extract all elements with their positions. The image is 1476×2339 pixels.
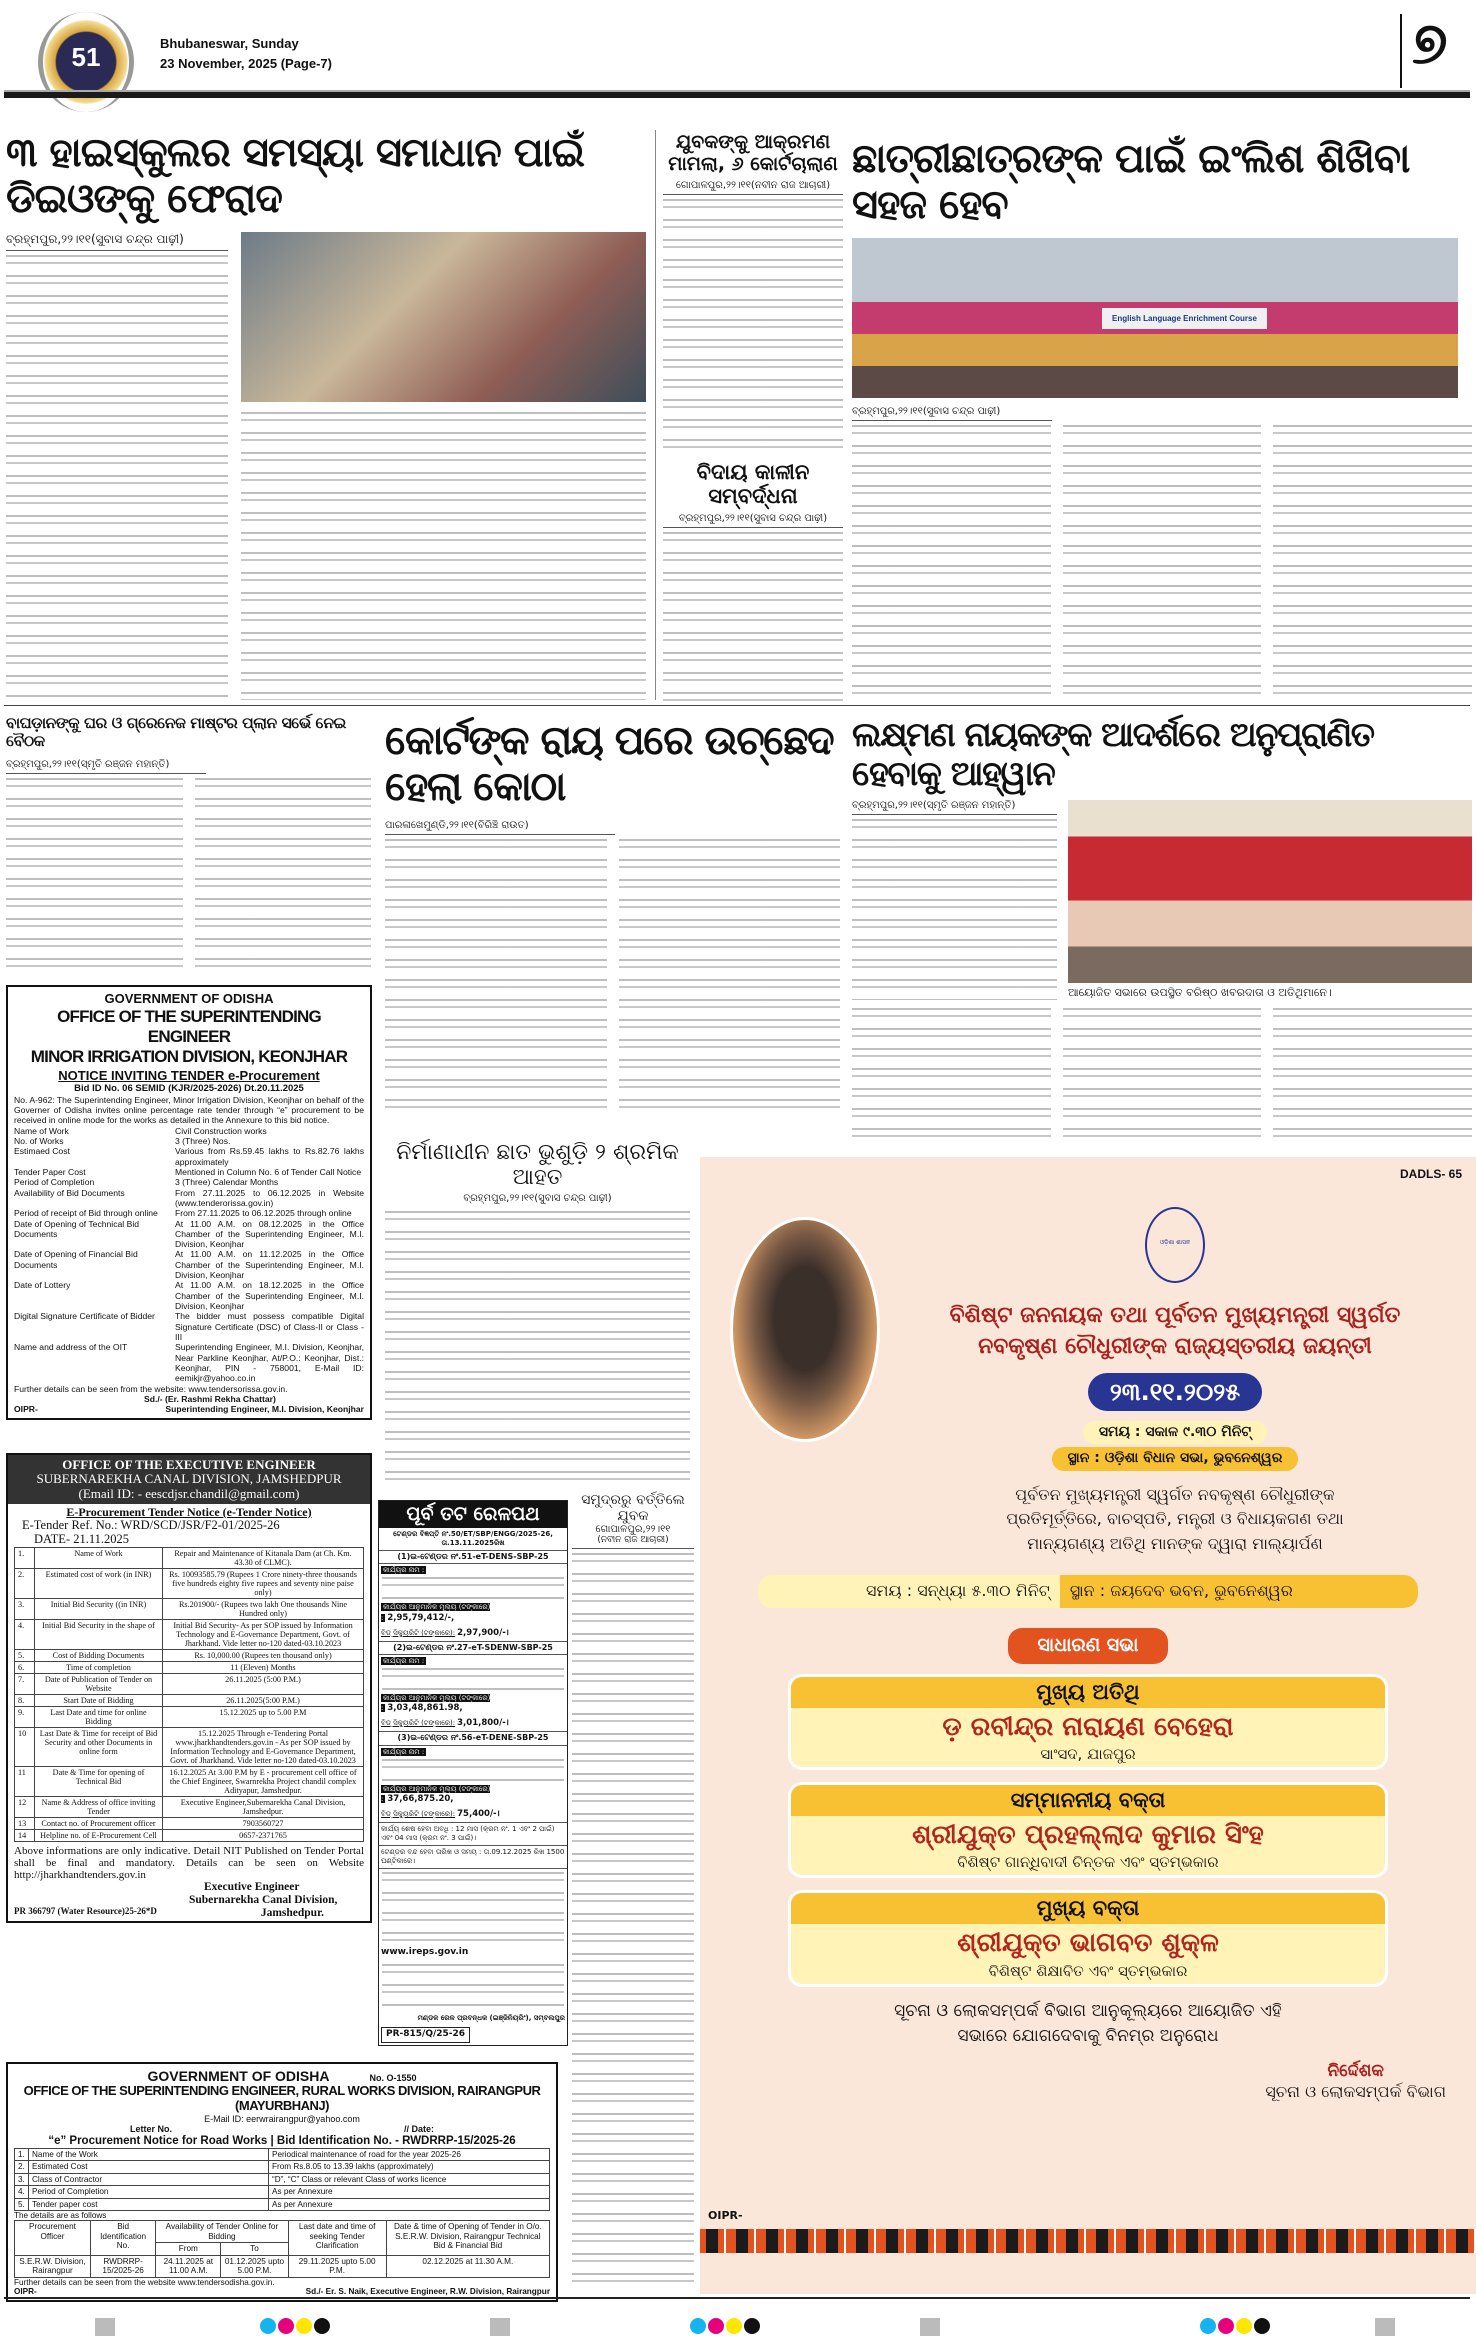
tender-row bbox=[14, 1177, 364, 1187]
tender-row bbox=[14, 1311, 364, 1342]
railway-emd-value: 3,01,800/-। bbox=[457, 1718, 509, 1729]
railway-cost bbox=[379, 1783, 567, 1807]
tender-title: E-Procurement Tender Notice (e-Tender Notice) bbox=[66, 1504, 312, 1519]
row-number: 10 bbox=[15, 1727, 35, 1766]
tender-field: Digital Signature Certificate of Bidder bbox=[14, 1311, 155, 1322]
tender-row bbox=[14, 1146, 364, 1167]
tender-field: Period of receipt of Bid through online bbox=[14, 1208, 158, 1219]
article-body bbox=[852, 425, 1472, 701]
tender-row bbox=[14, 1188, 364, 1209]
guest-box bbox=[788, 1674, 1388, 1770]
tender-ref: E-Tender Ref. No.: WRD/SCD/JSR/F2-01/2025-26 bbox=[22, 1518, 280, 1533]
railway-period: କାର୍ଯ୍ୟ ଶେଷ ହେବା ଅବଧି : 12 ମାସ (କ୍ରମ ନଂ. 1 ଏବଂ 2 ପାଇଁ) ଏବଂ 04 ମାସ (କ୍ରମ ନଂ. 3 ପାଇଁ)। bbox=[379, 1823, 567, 1846]
ad-signer: ନିର୍ଦ୍ଦେଶକ bbox=[1327, 2060, 1384, 2081]
tender-value: Rs. 10,000.00 (Rupees ten thousand only) bbox=[163, 1649, 364, 1661]
tender-value: “D”, “C” Class or relevant Class of works licence bbox=[269, 2173, 550, 2185]
article-english-learning bbox=[852, 136, 1472, 701]
tender-table bbox=[14, 2148, 550, 2211]
byline: ବ୍ରହ୍ମପୁର,୨୨।୧୧(ସୁବାସ ଚନ୍ଦ୍ର ପାଢ଼ୀ) bbox=[6, 232, 228, 251]
railway-notice-no: ଟେଣ୍ଡର ବିଜ୍ଞପ୍ତି ନଂ.50/ET/SBP/ENGG/2025-26, ତା.13.11.2025ରିଖ bbox=[379, 1528, 567, 1551]
article-body bbox=[852, 819, 1057, 1000]
table-cell: 24.11.2025 at 11.00 A.M. bbox=[156, 2255, 221, 2277]
morning-venue: ସ୍ଥାନ : ଓଡ଼ିଶା ବିଧାନ ସଭା, ଭୁବନେଶ୍ୱର bbox=[1052, 1447, 1299, 1471]
headline: ଲକ୍ଷ୍ମଣ ନାୟକଙ୍କ ଆଦର୍ଶରେ ଅନୁପ୍ରାଣିତ ହେବାକୁ ଆହ୍ୱାନ bbox=[852, 715, 1374, 795]
tender-office: MINOR IRRIGATION DIVISION, KEONJHAR bbox=[30, 1047, 348, 1067]
tender-value: 15.12.2025 Through e-Tendering Portal www.jharkhandtenders.gov.in - As per SOP issued by Information Technology and E-Governance Department, Govt. of Jharkhand. Vide letter no-120 dated-03.10.2023 bbox=[163, 1727, 364, 1766]
railway-cost-value: 2,95,79,412/-, bbox=[387, 1612, 455, 1623]
row-number: 13 bbox=[15, 1817, 35, 1829]
railway-work-label: କାର୍ଯ୍ୟର ନାମ : bbox=[383, 1747, 425, 1756]
table-row bbox=[15, 2186, 550, 2198]
registration-marks bbox=[0, 2318, 1476, 2338]
tender-field: Helpline no. of E-Procurement Cell bbox=[35, 1830, 163, 1842]
tender-notice-jamshedpur bbox=[6, 1453, 372, 1923]
railway-tender-no: (1)ଇ-ଟେଣ୍ଡର ନଂ.51-eT-DENS-SBP-25 bbox=[379, 1551, 567, 1564]
railway-work-label: କାର୍ଯ୍ୟର ନାମ : bbox=[383, 1566, 425, 1575]
railway-item bbox=[379, 1642, 567, 1733]
tender-field: Estimated cost of work (in INR) bbox=[35, 1568, 163, 1598]
photo-meeting bbox=[1068, 800, 1472, 983]
headline: କୋର୍ଟଙ୍କ ରାୟ ପରେ ଉଚ୍ଛେଦ ହେଲା କୋଠା bbox=[385, 718, 834, 810]
railway-emd-label: ବିଡ୍ ସିକ୍ୟୁରିଟି (ଟଙ୍କାରେ): bbox=[381, 1719, 456, 1728]
railway-signatory: ମଣ୍ଡଳ ରେଳ ପ୍ରବନ୍ଧକ (ଇଞ୍ଜିନିୟରିଂ), ସମ୍ବଲପୁର bbox=[417, 2014, 565, 2023]
tender-field: Class of Contractor bbox=[29, 2173, 269, 2185]
row-number: 5. bbox=[15, 1649, 35, 1661]
tender-value: Various from Rs.59.45 lakhs to Rs.82.76 lakhs approximately bbox=[175, 1146, 364, 1167]
tender-gov: GOVERNMENT OF ODISHA bbox=[147, 2068, 330, 2084]
tender-value: Mentioned in Column No. 6 of Tender Call Notice bbox=[175, 1166, 362, 1177]
article-deo-complaint bbox=[6, 130, 646, 700]
row-number: 1. bbox=[15, 1547, 35, 1568]
column-header: Availability of Tender Online for Bidding bbox=[156, 2221, 288, 2243]
odisha-emblem-icon: ଓଡ଼ିଶା ଶାସନ bbox=[1145, 1207, 1205, 1283]
tender-bid-id: Bid ID No. 06 SEMID (KJR/2025-2026) Dt.20.11.2025 bbox=[74, 1083, 304, 1095]
article-body bbox=[385, 1211, 690, 1490]
tender-value: As per Annexure bbox=[269, 2186, 550, 2198]
tender-row bbox=[14, 1126, 364, 1136]
tender-field: Name of Work bbox=[14, 1125, 69, 1136]
letter-no: Letter No. bbox=[129, 2124, 172, 2135]
letter-date: // Date: bbox=[403, 2124, 434, 2135]
row-number: 8. bbox=[15, 1694, 35, 1706]
table-row bbox=[15, 2198, 550, 2210]
byline: ଗୋପାଳପୁର,୨୨।୧୧ bbox=[595, 1524, 671, 1536]
event-date: ୨୩.୧୧.୨୦୨୫ bbox=[1088, 1373, 1262, 1411]
byline: ପାରଳାଖେମୁଣ୍ଡି,୨୨।୧୧(ବିରିଞ୍ଚି ରାଉତ) bbox=[385, 820, 615, 835]
tender-value: 3 (Three) Calendar Months bbox=[175, 1177, 279, 1188]
tender-field: Initial Bid Security in the shape of bbox=[35, 1619, 163, 1649]
row-number: 12 bbox=[15, 1796, 35, 1817]
byline: ଗୋପାଳପୁର,୨୨।୧୧(ନବୀନ ରାଜ ଆଚାରୀ) bbox=[663, 180, 843, 195]
tender-value: From 27.11.2025 to 06.12.2025 in Website (www.tenderorissa.gov.in) bbox=[175, 1187, 364, 1208]
railway-work-desc bbox=[382, 1577, 564, 1601]
tender-value: From Rs.8.05 to 13.39 lakhs (approximately) bbox=[269, 2161, 550, 2173]
tender-value: Superintending Engineer, M.I. Division, Keonjhar, Near Parkline Keonjhar, At/P.O.: Keonjhar, Dist.: Keonjhar, PIN - 758001, E-Mail ID: eemikjr@yahoo.co.in bbox=[175, 1342, 364, 1384]
article-master-plan-meeting bbox=[6, 715, 371, 977]
tender-gov: GOVERNMENT OF ODISHA bbox=[104, 991, 274, 1006]
byline: ବ୍ରହ୍ମପୁର,୨୨।୧୧(ସୁବାସ ଚନ୍ଦ୍ର ପାଢ଼ୀ) bbox=[663, 513, 843, 528]
table-cell: RWDRRP-15/2025-26 bbox=[90, 2255, 155, 2277]
tender-field: Availability of Bid Documents bbox=[14, 1187, 125, 1198]
table-row bbox=[15, 1706, 364, 1727]
railway-tender-no: (3)ଇ-ଟେଣ୍ଡର ନଂ.56-eT-DENE-SBP-25 bbox=[379, 1732, 567, 1745]
table-row bbox=[15, 2173, 550, 2185]
portrait-nabakrushna-choudhury bbox=[730, 1217, 880, 1442]
railway-emd bbox=[379, 1807, 567, 1822]
tender-row bbox=[14, 1219, 364, 1250]
tender-notice-keonjhar bbox=[6, 985, 372, 1420]
railway-cost bbox=[379, 1692, 567, 1716]
tender-footer: Above informations are only indicative. Detail NIT Published on Tender Portal shall be final and mandatory. Details can be seen on Website http://jharkhandtenders.gov.in bbox=[14, 1845, 364, 1882]
tender-field: Estimated Cost bbox=[29, 2161, 269, 2173]
photo-english-course bbox=[852, 238, 1458, 398]
evening-venue: ସ୍ଥାନ : ଜୟଦେବ ଭବନ, ଭୁବନେଶ୍ୱର bbox=[1060, 1575, 1418, 1608]
photo-caption: ଆୟୋଜିତ ସଭାରେ ଉପସ୍ଥିତ ବରିଷ୍ଠ ଖବରଦାତା ଓ ଅତିଥିମାନେ। bbox=[1068, 986, 1332, 1000]
tender-value: 26.11.2025 (5:00 P.M.) bbox=[163, 1673, 364, 1694]
guest-name: ଡ଼ ରବୀନ୍ଦ୍ର ନାରାୟଣ ବେହେରା bbox=[942, 1711, 1234, 1742]
tender-field: Date of Publication of Tender on Website bbox=[35, 1673, 163, 1694]
tender-value: Repair and Maintenance of Kitanala Dam (at Ch. Km. 43.30 of CLMC). bbox=[163, 1547, 364, 1568]
railway-work-desc bbox=[382, 1759, 564, 1783]
tender-title: NOTICE INVITING TENDER e-Procurement bbox=[58, 1067, 320, 1083]
tender-row bbox=[14, 1342, 364, 1383]
tender-title: “e” Procurement Notice for Road Works | Bid Identification No. - RWDRRP-15/2025-26 bbox=[48, 2134, 516, 2147]
article-roof-collapse bbox=[385, 1140, 690, 1490]
railway-cost-value: 3,03,48,861.98, bbox=[387, 1703, 463, 1714]
tender-field: Name of the Work bbox=[29, 2148, 269, 2160]
pr-code: PR 366797 (Water Resource)25-26*D bbox=[14, 1905, 157, 1916]
tender-value: 11 (Eleven) Months bbox=[163, 1661, 364, 1673]
table-row bbox=[15, 1673, 364, 1694]
guest-role: ସମ୍ମାନନୀୟ ବକ୍ତା bbox=[791, 1785, 1385, 1816]
ad-code: DADLS- 65 bbox=[1399, 1167, 1462, 1181]
tender-value: 26.11.2025(5:00 P.M.) bbox=[163, 1694, 364, 1706]
tender-signatory: Sd./- (Er. Rashmi Rekha Chattar) bbox=[144, 1393, 276, 1404]
railway-work-label: କାର୍ଯ୍ୟର ନାମ : bbox=[383, 1657, 425, 1666]
headline: ନିର୍ମାଣାଧୀନ ଛାତ ଭୁଶୁଡ଼ି ୨ ଶ୍ରମିକ ଆହତ bbox=[396, 1140, 679, 1191]
tender-value: As per Annexure bbox=[269, 2198, 550, 2210]
guest-role: ମୁଖ୍ୟ ଅତିଥି bbox=[791, 1677, 1385, 1708]
row-number: 9. bbox=[15, 1706, 35, 1727]
article-body bbox=[663, 199, 843, 455]
headline: ୩ ହାଇସ୍କୁଲର ସମସ୍ୟା ସମାଧାନ ପାଇଁ ଡିଇଓଙ୍କୁ ଫେରାଦ bbox=[6, 130, 585, 222]
ad-paragraph: ପୂର୍ବତନ ମୁଖ୍ୟମନ୍ତ୍ରୀ ସ୍ୱର୍ଗତ ନବକୃଷ୍ଣ ଚୌଧୁରୀଙ୍କ bbox=[1015, 1484, 1335, 1504]
railway-website[interactable]: www.ireps.gov.in bbox=[381, 1947, 469, 1958]
header-city-day: Bhubaneswar, Sunday bbox=[160, 36, 299, 51]
table-cell: S.E.R.W. Division, Rairangpur bbox=[15, 2255, 91, 2277]
railway-emd-label: ବିଡ୍ ସିକ୍ୟୁରିଟି (ଟଙ୍କାରେ): bbox=[381, 1628, 456, 1637]
ad-department: ସୂଚନା ଓ ଲୋକସମ୍ପର୍କ ବିଭାଗ bbox=[1265, 2081, 1446, 2101]
tender-office: SUBERNAREKHA CANAL DIVISION, JAMSHEDPUR bbox=[36, 1471, 342, 1487]
article-court-demolition bbox=[385, 718, 840, 1118]
tender-value: At 11.00 A.M. on 11.12.2025 in the Office Chamber of the Superintending Engineer, M.I. Division, Keonjhar bbox=[175, 1249, 364, 1281]
column-header: Procurement Officer bbox=[15, 2221, 91, 2255]
tender-value: Initial Bid Security- As per SOP issued by Information Technology and E-Governance Department, Govt. of Jharkhand. Vide letter no-120 dated-03.10.2023 bbox=[163, 1619, 364, 1649]
tender-field: Start Date of Bidding bbox=[35, 1694, 163, 1706]
table-cell: 02.12.2025 at 11.30 A.M. bbox=[386, 2255, 549, 2277]
guest-designation: ସାଂସଦ, ଯାଜପୁର bbox=[1040, 1744, 1136, 1763]
railway-cost bbox=[379, 1601, 567, 1625]
vrule bbox=[655, 130, 656, 700]
table-row bbox=[15, 1568, 364, 1598]
tender-field: Name & Address of office inviting Tender bbox=[35, 1796, 163, 1817]
article-body bbox=[241, 412, 646, 700]
row-number: 4. bbox=[15, 1619, 35, 1649]
tender-field: Period of Completion bbox=[29, 2186, 269, 2198]
page-number: ୭ bbox=[1412, 9, 1448, 77]
tender-field: Last Date & Time for receipt of Bid Security and other Documents in online form bbox=[35, 1727, 163, 1766]
tender-row bbox=[14, 1208, 364, 1218]
tender-no: No. O-1550 bbox=[369, 2073, 417, 2083]
tender-value: Periodical maintenance of road for the year 2025-26 bbox=[269, 2148, 550, 2160]
headline: ମାମଲା, ୬ କୋର୍ଟଚାଲାଣ bbox=[668, 152, 838, 175]
row-number: 11 bbox=[15, 1766, 35, 1796]
table-cell: 29.11.2025 upto 5.00 P.M. bbox=[288, 2255, 386, 2277]
railway-work-desc bbox=[382, 1668, 564, 1692]
column-header: From bbox=[156, 2243, 221, 2255]
railway-cost-label: କାର୍ଯ୍ୟର ଆନୁମାନିକ ମୂଲ୍ୟ (ଟଙ୍କାରେ) : bbox=[381, 1784, 491, 1803]
tender-field: Last Date and time for online Bidding bbox=[35, 1706, 163, 1727]
table-header-row bbox=[15, 2221, 550, 2243]
photo-banner: English Language Enrichment Course bbox=[1102, 308, 1267, 329]
tender-value: Rs.201900/- (Rupees two lakh One thousands Nine Hundred only) bbox=[163, 1598, 364, 1619]
row-number: 2. bbox=[15, 2161, 29, 2173]
row-number: 4. bbox=[15, 2186, 29, 2198]
tender-row bbox=[14, 1249, 364, 1280]
headline: ଛାତ୍ରୀଛାତ୍ରଙ୍କ ପାଇଁ ଇଂଲିଶ ଶିଖିବା ସହଜ ହେବ bbox=[852, 136, 1410, 228]
ad-paragraph: ମାନ୍ୟଗଣ୍ୟ ଅତିଥି ମାନଙ୍କ ଦ୍ୱାରା ମାଲ୍ୟାର୍ପଣ bbox=[1027, 1534, 1323, 1554]
tender-row bbox=[14, 1167, 364, 1177]
tender-field: Name of Work bbox=[35, 1547, 163, 1568]
tender-field: Period of Completion bbox=[14, 1177, 95, 1188]
table-row bbox=[15, 2255, 550, 2277]
table-row bbox=[15, 2148, 550, 2160]
tender-signatory: Jamshedpur. bbox=[260, 1906, 324, 1919]
tender-value: Civil Construction works bbox=[175, 1125, 267, 1136]
ad-title: ବିଶିଷ୍ଟ ଜନନାୟକ ତଥା ପୂର୍ବତନ ମୁଖ୍ୟମନ୍ତ୍ରୀ ସ୍ୱର୍ଗତ bbox=[949, 1303, 1401, 1328]
row-number: 6. bbox=[15, 1661, 35, 1673]
guest-box bbox=[788, 1782, 1388, 1878]
railway-closing: ଟେଣ୍ଡର ବନ୍ଦ ହେବା ତାରିଖ ଓ ସମୟ : ତା.09.12.2025 ରିଖ 1500 ଘଣ୍ଟିକାରେ। bbox=[379, 1846, 567, 1869]
tender-office: OFFICE OF THE SUPERINTENDING ENGINEER, RURAL WORKS DIVISION, RAIRANGPUR (MAYURBHANJ) bbox=[23, 2083, 541, 2114]
tender-office: OFFICE OF THE EXECUTIVE ENGINEER bbox=[62, 1457, 316, 1472]
subheadline: ବିଦାୟ କାଳୀନ ସମ୍ବର୍ଦ୍ଧନା bbox=[696, 460, 810, 509]
railway-note bbox=[382, 1964, 564, 2009]
tender-value: 0657-2371765 bbox=[163, 1830, 364, 1842]
tender-further: Further details can be seen from the website www.tendersodisha.gov.in. bbox=[14, 2277, 275, 2287]
tender-field: Initial Bid Security ((in INR) bbox=[35, 1598, 163, 1619]
railway-item bbox=[379, 1732, 567, 1823]
tender-signatory: Sd./- Er. S. Naik, Executive Engineer, R.W. Division, Rairangpur bbox=[305, 2286, 550, 2296]
railway-cost-value: 37,66,875.20, bbox=[387, 1793, 454, 1804]
tender-date: DATE- 21.11.2025 bbox=[34, 1531, 130, 1546]
tender-field: Contact no. of Procurement officer bbox=[35, 1817, 163, 1829]
tender-signatory: Subernarekha Canal Division, bbox=[189, 1893, 338, 1906]
article-laxman-nayak bbox=[852, 716, 1472, 1146]
byline: (ନବୀନ ରାଜ ଆଚାରୀ) bbox=[572, 1535, 694, 1549]
railway-item bbox=[379, 1551, 567, 1642]
tender-details-label: The details are as follows bbox=[14, 2210, 107, 2220]
photo-memorandum bbox=[241, 232, 646, 402]
oipr-code: OIPR- bbox=[708, 2209, 743, 2222]
row-number: 14 bbox=[15, 1830, 35, 1842]
general-meeting-label: ସାଧାରଣ ସଭା bbox=[1008, 1628, 1169, 1664]
morning-time: ସମୟ : ସକାଳ ୯.୩୦ ମିନିଟ୍ bbox=[1083, 1421, 1267, 1445]
header-rule bbox=[4, 90, 1470, 98]
railway-tender-ad bbox=[378, 1500, 568, 2046]
railway-emd-value: 2,97,900/-। bbox=[457, 1627, 509, 1638]
table-row bbox=[15, 1727, 364, 1766]
headline: ସମୁଦ୍ରରୁ ବର୍ତ୍ତିଲେ ଯୁବକ bbox=[581, 1492, 685, 1525]
tender-field: Tender paper cost bbox=[29, 2198, 269, 2210]
tender-value: From 27.11.2025 to 06.12.2025 through online bbox=[175, 1208, 352, 1219]
railway-work bbox=[379, 1746, 567, 1759]
table-row bbox=[15, 1766, 364, 1796]
evening-time: ସମୟ : ସନ୍ଧ୍ୟା ୫.୩୦ ମିନିଟ୍ bbox=[758, 1575, 1060, 1608]
row-number: 2. bbox=[15, 1568, 35, 1598]
pr-code: PR-815/Q/25-26 bbox=[381, 2027, 470, 2043]
tender-value: Executive Engineer,Subernarekha Canal Division, Jamshedpur. bbox=[163, 1796, 364, 1817]
oipr-code: OIPR- bbox=[14, 2286, 37, 2296]
article-body bbox=[385, 839, 607, 1118]
tender-field: Name and address of the OIT bbox=[14, 1342, 128, 1353]
tender-intro: No. A-962: The Superintending Engineer, Minor Irrigation Division, Keonjhar on behalf of the Governer of Odisha invites online percentage rate tender through “e” procurement to be received in online mode for the works as detailed in the Annexure to this bid notice. bbox=[14, 1094, 364, 1126]
masthead-logo: 51 bbox=[38, 12, 134, 112]
tender-field: Estimaed Cost bbox=[14, 1146, 70, 1157]
bottom-rule bbox=[4, 2297, 1470, 2299]
tender-email: (Email ID: - eescdjsr.chandil@gmail.com) bbox=[78, 1485, 300, 1501]
oipr-code: OIPR- bbox=[14, 1404, 38, 1415]
guest-role: ମୁଖ୍ୟ ବକ୍ତା bbox=[791, 1893, 1385, 1924]
tender-value: 7903560727 bbox=[163, 1817, 364, 1829]
tender-row bbox=[14, 1136, 364, 1146]
byline: ବ୍ରହ୍ମପୁର,୨୨।୧୧(ସୁବାସ ଚନ୍ଦ୍ର ପାଢ଼ୀ) bbox=[463, 1192, 612, 1204]
railway-emd bbox=[379, 1626, 567, 1641]
tender-field: Date of Opening of Technical Bid Documents bbox=[14, 1218, 140, 1239]
table-row bbox=[15, 1598, 364, 1619]
railway-work bbox=[379, 1655, 567, 1668]
article-body bbox=[572, 1553, 694, 2292]
table-row bbox=[15, 1649, 364, 1661]
tender-value: At 11.00 A.M. on 08.12.2025 in the Office Chamber of the Superintending Engineer, M.I. Division, Keonjhar bbox=[175, 1218, 364, 1250]
tender-field: Time of completion bbox=[35, 1661, 163, 1673]
ad-paragraph: ପ୍ରତିମୂର୍ତ୍ତିରେ, ବାଚସ୍ପତି, ମନ୍ତ୍ରୀ ଓ ବିଧାୟକଗଣ ତଥା bbox=[1006, 1509, 1344, 1529]
tender-value: 3 (Three) Nos. bbox=[175, 1136, 231, 1146]
column-header: Bid Identification No. bbox=[90, 2221, 155, 2255]
tender-field: Date of Opening of Financial Bid Documents bbox=[14, 1249, 138, 1270]
table-row bbox=[15, 1547, 364, 1568]
ad-request: ସଭାରେ ଯୋଗଦେବାକୁ ବିନମ୍ର ଅନୁରୋଧ bbox=[957, 2026, 1219, 2047]
jayanti-advertisement bbox=[700, 1157, 1476, 2294]
tender-row bbox=[14, 1280, 364, 1311]
article-body bbox=[852, 1008, 1472, 1146]
header-divider bbox=[1400, 14, 1402, 88]
column-header: Last date and time of seeking Tender Clarification bbox=[288, 2221, 386, 2255]
article-body bbox=[6, 778, 183, 977]
article-body bbox=[195, 778, 372, 977]
row-number: 3. bbox=[15, 2173, 29, 2185]
railway-terms bbox=[382, 1872, 564, 1942]
headline: ବାଘଡ଼ାନଙ୍କୁ ଘର ଓ ଗ୍ରେନେଜ ମାଷ୍ଟର ପ୍ଲାନ ସର୍ଭେ ନେଇ ବୈଠକ bbox=[6, 714, 346, 750]
tender-value: Rs. 10093585.79 (Rupees 1 Crore ninety-three thousands five hundreds eighty five rupees and seventy nine paise only) bbox=[163, 1568, 364, 1598]
article-youth-rescued bbox=[572, 1492, 694, 2292]
article-body bbox=[6, 255, 228, 700]
tender-field: Tender Paper Cost bbox=[14, 1166, 86, 1177]
byline: ବ୍ରହ୍ମପୁର,୨୨।୧୧(ସୁବାସ ଚନ୍ଦ୍ର ପାଢ଼ୀ) bbox=[852, 406, 1052, 421]
railway-title: ପୂର୍ବ ତଟ ରେଳପଥ bbox=[379, 1501, 567, 1528]
article-assault-case bbox=[663, 132, 843, 702]
tender-further: Further details can be seen from the website: www.tendersorissa.gov.in. bbox=[14, 1383, 288, 1394]
guest-designation: ବିଶିଷ୍ଟ ଗାନ୍ଧିବାଦୀ ଚିନ୍ତକ ଏବଂ ସ୍ତମ୍ଭକାର bbox=[957, 1853, 1219, 1872]
tender-details bbox=[14, 1126, 364, 1384]
row-number: 5. bbox=[15, 2198, 29, 2210]
table-row bbox=[15, 1661, 364, 1673]
table-row bbox=[15, 2161, 550, 2173]
table-row bbox=[15, 1694, 364, 1706]
row-number: 3. bbox=[15, 1598, 35, 1619]
article-body bbox=[663, 532, 843, 702]
tender-designation: Superintending Engineer, M.I. Division, Keonjhar bbox=[165, 1404, 364, 1415]
tender-signatory: Executive Engineer bbox=[204, 1881, 300, 1894]
tender-value: The bidder must possess compatible Digital Signature Certificate (DSC) of Class-II or Class - III bbox=[175, 1311, 364, 1342]
column-header: To bbox=[221, 2243, 288, 2255]
tender-schedule bbox=[14, 2220, 550, 2277]
railway-tender-no: (2)ଇ-ଟେଣ୍ଡର ନଂ.27-eT-SDENW-SBP-25 bbox=[379, 1642, 567, 1655]
railway-cost-label: କାର୍ଯ୍ୟର ଆନୁମାନିକ ମୂଲ୍ୟ (ଟଙ୍କାରେ) : bbox=[381, 1603, 491, 1622]
ad-request: ସୂଚନା ଓ ଲୋକସମ୍ପର୍କ ବିଭାଗ ଆନୁକୂଲ୍ୟରେ ଆୟୋଜିତ ଏହି bbox=[894, 2000, 1282, 2021]
tender-field: Date & Time for opening of Technical Bid bbox=[35, 1766, 163, 1796]
byline: ବ୍ରହ୍ମପୁର,୨୨।୧୧(ସ୍ମୃତି ରଞ୍ଜନ ମହାନ୍ତି) bbox=[6, 759, 206, 774]
decorative-border bbox=[700, 2229, 1476, 2253]
tender-value: 16.12.2025 At 3.00 P.M by E - procurement cell office of the Chief Engineer, Swarnrekha Project chandil complex Adityapur, Jamshedpur. bbox=[163, 1766, 364, 1796]
guest-designation: ବିଶିଷ୍ଟ ଶିକ୍ଷାବିତ ଏବଂ ସ୍ତମ୍ଭକାର bbox=[988, 1961, 1188, 1980]
tender-field: Cost of Bidding Documents bbox=[35, 1649, 163, 1661]
header-date-page: 23 November, 2025 (Page-7) bbox=[160, 56, 332, 71]
article-body bbox=[619, 839, 841, 1118]
table-row bbox=[15, 1830, 364, 1842]
table-row bbox=[15, 1796, 364, 1817]
tender-value: At 11.00 A.M. on 18.12.2025 in the Office Chamber of the Superintending Engineer, M.I. Division, Keonjhar bbox=[175, 1280, 364, 1311]
tender-email: E-Mail ID: eerwrairangpur@yahoo.com bbox=[204, 2113, 360, 2124]
table-cell: 01.12.2025 upto 5.00 P.M. bbox=[221, 2255, 288, 2277]
guest-name: ଶ୍ରୀଯୁକ୍ତ ପ୍ରହଲ୍ଲାଦ କୁମାର ସିଂହ bbox=[912, 1820, 1264, 1851]
railway-emd bbox=[379, 1716, 567, 1731]
tender-value: 15.12.2025 up to 5.00 P.M bbox=[163, 1706, 364, 1727]
row-number: 7. bbox=[15, 1673, 35, 1694]
row-number: 1. bbox=[15, 2148, 29, 2160]
railway-work bbox=[379, 1564, 567, 1577]
railway-emd-value: 75,400/-। bbox=[457, 1808, 500, 1819]
tender-field: Date of Lottery bbox=[14, 1280, 71, 1291]
section-rule bbox=[4, 705, 1470, 706]
tender-notice-rairangpur bbox=[6, 2062, 558, 2302]
tender-field: No. of Works bbox=[14, 1136, 64, 1146]
table-row bbox=[15, 1817, 364, 1829]
railway-emd-label: ବିଡ୍ ସିକ୍ୟୁରିଟି (ଟଙ୍କାରେ): bbox=[381, 1809, 456, 1818]
tender-table bbox=[14, 1547, 364, 1842]
ad-title: ନବକୃଷ୍ଣ ଚୌଧୁରୀଙ୍କ ରାଜ୍ୟସ୍ତରୀୟ ଜୟନ୍ତୀ bbox=[978, 1333, 1372, 1359]
guest-name: ଶ୍ରୀଯୁକ୍ତ ଭାଗବତ ଶୁକ୍ଳ bbox=[957, 1928, 1219, 1959]
tender-office: OFFICE OF THE SUPERINTENDING ENGINEER bbox=[57, 1006, 321, 1046]
railway-cost-label: କାର୍ଯ୍ୟର ଆନୁମାନିକ ମୂଲ୍ୟ (ଟଙ୍କାରେ) : bbox=[381, 1694, 491, 1713]
table-row bbox=[15, 1619, 364, 1649]
guest-box bbox=[788, 1890, 1388, 1986]
headline: ଯୁବକଙ୍କୁ ଆକ୍ରମଣ bbox=[675, 131, 831, 153]
byline: ବ୍ରହ୍ମପୁର,୨୨।୧୧(ସ୍ମୃତି ରଞ୍ଜନ ମହାନ୍ତି) bbox=[852, 800, 1057, 815]
column-header: Date & time of Opening of Tender in O/o. S.E.R.W. Division, Rairangpur Technical Bid & Financial Bid bbox=[386, 2221, 549, 2255]
